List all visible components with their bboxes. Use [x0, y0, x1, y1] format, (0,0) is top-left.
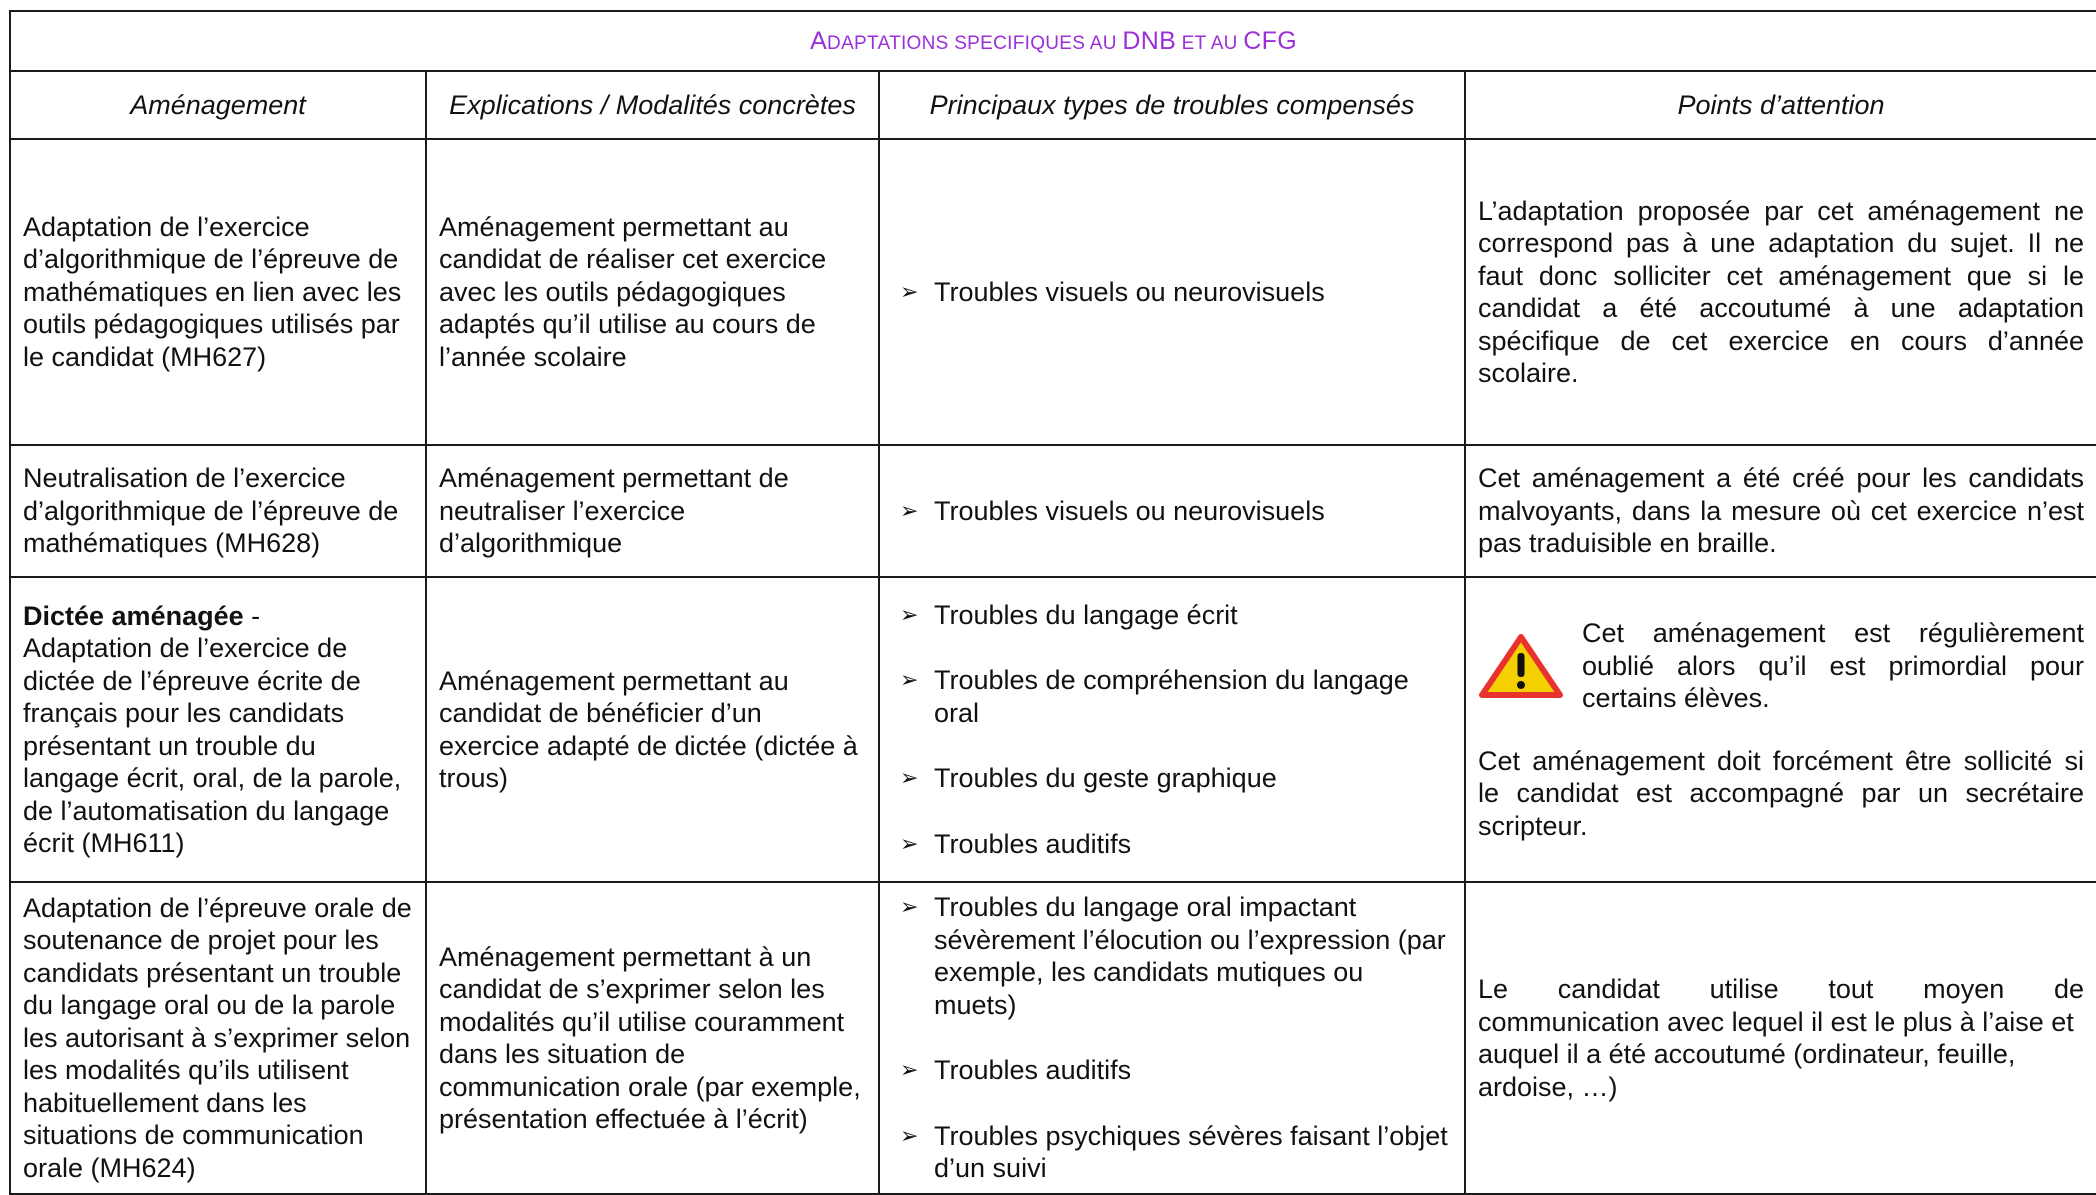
table-row	[10, 577, 2096, 882]
list-item	[892, 1120, 1452, 1185]
troubles-list	[892, 276, 1452, 309]
explications-text: Aménagement permettant à un candidat de s’exprimer selon les modalités qu’il utilise couramment dans les situation de communication orale (par exemple, présentation effectuée à l’écrit)	[439, 941, 861, 1134]
trouble-text: Troubles psychiques sévères faisant l’objet d’un suivi	[934, 1120, 1448, 1184]
arrow-bullet-icon: ➢	[900, 601, 919, 627]
table-row	[10, 882, 2096, 1194]
cell-attention	[1465, 445, 2096, 577]
trouble-text: Troubles du geste graphique	[934, 763, 1277, 794]
attention-text: communication avec lequel il est le plus à l’aise et auquel il a été accoutumé (ordinateur, feuille, ardoise, …)	[1478, 1006, 2074, 1102]
attention-text: L’adaptation proposée par cet aménagement ne correspond pas à une adaptation du sujet. Il ne faut donc solliciter cet aménagement que si le candidat a été accoutumé à une adaptation spécifique de cet exercice en cours d’année scolaire.	[1478, 195, 2085, 388]
troubles-list	[892, 599, 1452, 861]
troubles-list	[892, 495, 1452, 528]
title-text: DAPTATIONS SPECIFIQUES AU	[827, 32, 1123, 54]
explications-text: Aménagement permettant de neutraliser l’exercice d’algorithmique	[439, 463, 789, 559]
trouble-text: Troubles auditifs	[934, 828, 1132, 859]
title-row	[10, 11, 2096, 71]
attention-text: Cet aménagement doit forcément être sollicité si le candidat est accompagné par un secrétaire scripteur.	[1478, 745, 2085, 841]
list-item	[892, 828, 1452, 861]
header-row	[10, 71, 2096, 139]
trouble-text: Troubles auditifs	[934, 1055, 1132, 1086]
warning-block	[1478, 617, 2084, 715]
arrow-bullet-icon: ➢	[900, 1057, 919, 1083]
attention-first-line: Le candidat utilise tout moyen de	[1478, 974, 2085, 1004]
amenagement-separator: -	[243, 600, 261, 631]
trouble-text: Troubles de compréhension du langage oral	[934, 665, 1409, 728]
header-amenagement: Aménagement	[10, 71, 426, 139]
title-cfg: CFG	[1243, 26, 1297, 55]
cell-explications	[426, 445, 879, 577]
warning-triangle-icon	[1478, 633, 1564, 699]
amenagement-title: Dictée aménagée	[23, 600, 244, 631]
table-title	[10, 11, 2096, 71]
list-item	[892, 762, 1452, 795]
amenagement-text: Adaptation de l’exercice de dictée de l’épreuve écrite de français pour les candidats présentant un trouble du langage écrit, oral, de la parole, de l’automatisation du langage écrit (MH611)	[23, 633, 402, 858]
trouble-text: Troubles visuels ou neurovisuels	[934, 495, 1325, 526]
list-item	[892, 495, 1452, 528]
amenagement-text: Neutralisation de l’exercice d’algorithmique de l’épreuve de mathématiques (MH628)	[23, 463, 399, 559]
arrow-bullet-icon: ➢	[900, 497, 919, 523]
title-mid: ET AU	[1176, 32, 1244, 54]
attention-text: Cet aménagement a été créé pour les candidats malvoyants, dans la mesure où cet exercice n’est pas traduisible en braille.	[1478, 463, 2085, 559]
cell-amenagement	[10, 577, 426, 882]
header-attention: Points d’attention	[1465, 71, 2096, 139]
arrow-bullet-icon: ➢	[900, 765, 919, 791]
cell-troubles	[879, 445, 1465, 577]
cell-amenagement	[10, 882, 426, 1194]
amenagement-text: Adaptation de l’épreuve orale de soutenance de projet pour les candidats présentant un trouble du langage oral ou de la parole les autorisant à s’exprimer selon les modalités qu’ils utilisent habituellement dans les situations de communication orale (MH624)	[23, 892, 412, 1183]
cell-explications	[426, 577, 879, 882]
list-item	[892, 891, 1452, 1021]
arrow-bullet-icon: ➢	[900, 894, 919, 920]
trouble-text: Troubles du langage oral impactant sévèrement l’élocution ou l’expression (par exemple, les candidats mutiques ou muets)	[934, 892, 1446, 1020]
cell-troubles	[879, 139, 1465, 445]
cell-amenagement	[10, 139, 426, 445]
adaptations-table	[9, 10, 2096, 1195]
cell-amenagement	[10, 445, 426, 577]
title-dnb: DNB	[1122, 26, 1177, 55]
list-item	[892, 276, 1452, 309]
arrow-bullet-icon: ➢	[900, 1122, 919, 1148]
table-row	[10, 139, 2096, 445]
amenagement-text: Adaptation de l’exercice d’algorithmique de l’épreuve de mathématiques en lien avec les outils pédagogiques utilisés par le candidat (MH627)	[23, 211, 402, 372]
cell-explications	[426, 882, 879, 1194]
cell-attention	[1465, 882, 2096, 1194]
explications-text: Aménagement permettant au candidat de réaliser cet exercice avec les outils pédagogiques adaptés qu’il utilise au cours de l’année scolaire	[439, 211, 827, 372]
header-troubles: Principaux types de troubles compensés	[879, 71, 1465, 139]
cell-attention	[1465, 577, 2096, 882]
warning-text: Cet aménagement est régulièrement oublié alors qu’il est primordial pour certains élèves.	[1582, 618, 2085, 713]
arrow-bullet-icon: ➢	[900, 278, 919, 304]
arrow-bullet-icon: ➢	[900, 830, 919, 856]
cell-attention	[1465, 139, 2096, 445]
title-initial: A	[810, 26, 828, 55]
table-row	[10, 445, 2096, 577]
trouble-text: Troubles du langage écrit	[934, 599, 1238, 630]
troubles-list	[892, 891, 1452, 1185]
cell-troubles	[879, 577, 1465, 882]
list-item	[892, 664, 1452, 729]
cell-troubles	[879, 882, 1465, 1194]
list-item	[892, 1054, 1452, 1087]
explications-text: Aménagement permettant au candidat de bénéficier d’un exercice adapté de dictée (dictée à trous)	[439, 665, 858, 793]
cell-explications	[426, 139, 879, 445]
list-item	[892, 599, 1452, 632]
arrow-bullet-icon: ➢	[900, 667, 919, 693]
header-explications: Explications / Modalités concrètes	[426, 71, 879, 139]
trouble-text: Troubles visuels ou neurovisuels	[934, 276, 1325, 307]
